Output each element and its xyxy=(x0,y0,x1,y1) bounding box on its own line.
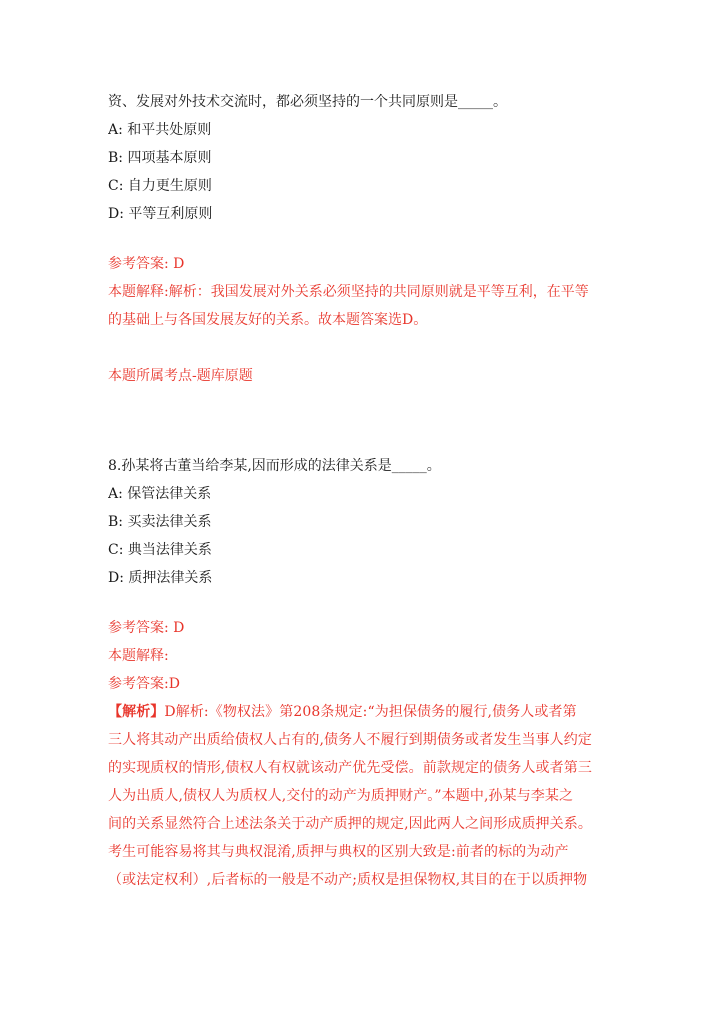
question-8-option-a: A: 保管法律关系 xyxy=(108,486,212,502)
analysis-tag: 【解析】 xyxy=(108,704,165,720)
question-7-stem: 资、发展对外技术交流时，都必须坚持的一个共同原则是_____。 xyxy=(108,94,507,110)
spacer xyxy=(108,334,618,362)
question-7-option-b: B: 四项基本原则 xyxy=(108,150,212,166)
spacer xyxy=(108,390,618,452)
question-7-option-d: D: 平等互利原则 xyxy=(108,206,213,222)
question-7-answer: 参考答案: D xyxy=(108,256,185,272)
question-8-option-c: C: 典当法律关系 xyxy=(108,542,212,558)
document-page xyxy=(108,88,618,894)
spacer xyxy=(108,592,618,614)
question-8-explanation-label: 本题解释: xyxy=(108,648,169,664)
spacer xyxy=(108,228,618,250)
question-8-analysis-line-2: 三人将其动产出质给债权人占有的,债务人不履行到期债务或者发生当事人约定 xyxy=(108,732,592,748)
question-7-explanation-line-1: 本题解释:解析：我国发展对外关系必须坚持的共同原则就是平等互利，在平等 xyxy=(108,284,589,300)
question-8-analysis-line-5: 间的关系显然符合上述法条关于动产质押的规定,因此两人之间形成质押关系。 xyxy=(108,816,592,832)
question-8-option-d: D: 质押法律关系 xyxy=(108,570,213,586)
question-7-option-a: A: 和平共处原则 xyxy=(108,122,212,138)
question-7-explanation-line-2: 的基础上与各国发展友好的关系。故本题答案选D。 xyxy=(108,312,428,328)
question-8-answer: 参考答案: D xyxy=(108,620,185,636)
question-8-stem: 8.孙某将古董当给李某,因而形成的法律关系是_____。 xyxy=(108,458,441,474)
question-7-option-c: C: 自力更生原则 xyxy=(108,178,212,194)
question-8-option-b: B: 买卖法律关系 xyxy=(108,514,212,530)
analysis-first-text: D解析:《物权法》第208条规定:“为担保债务的履行,债务人或者第 xyxy=(164,704,577,720)
question-8-answer-repeat: 参考答案:D xyxy=(108,676,180,692)
question-8-analysis-line-1 xyxy=(108,698,618,726)
question-7-source: 本题所属考点-题库原题 xyxy=(108,368,253,384)
question-8-analysis-line-7: （或法定权利）,后者标的一般是不动产;质权是担保物权,其目的在于以质押物 xyxy=(108,872,588,888)
question-8-analysis-line-3: 的实现质权的情形,债权人有权就该动产优先受偿。前款规定的债务人或者第三 xyxy=(108,760,592,776)
question-8-analysis-line-4: 人为出质人,债权人为质权人,交付的动产为质押财产。”本题中,孙某与李某之 xyxy=(108,788,574,804)
question-8-analysis-line-6: 考生可能容易将其与典权混淆,质押与典权的区别大致是:前者的标的为动产 xyxy=(108,844,569,860)
